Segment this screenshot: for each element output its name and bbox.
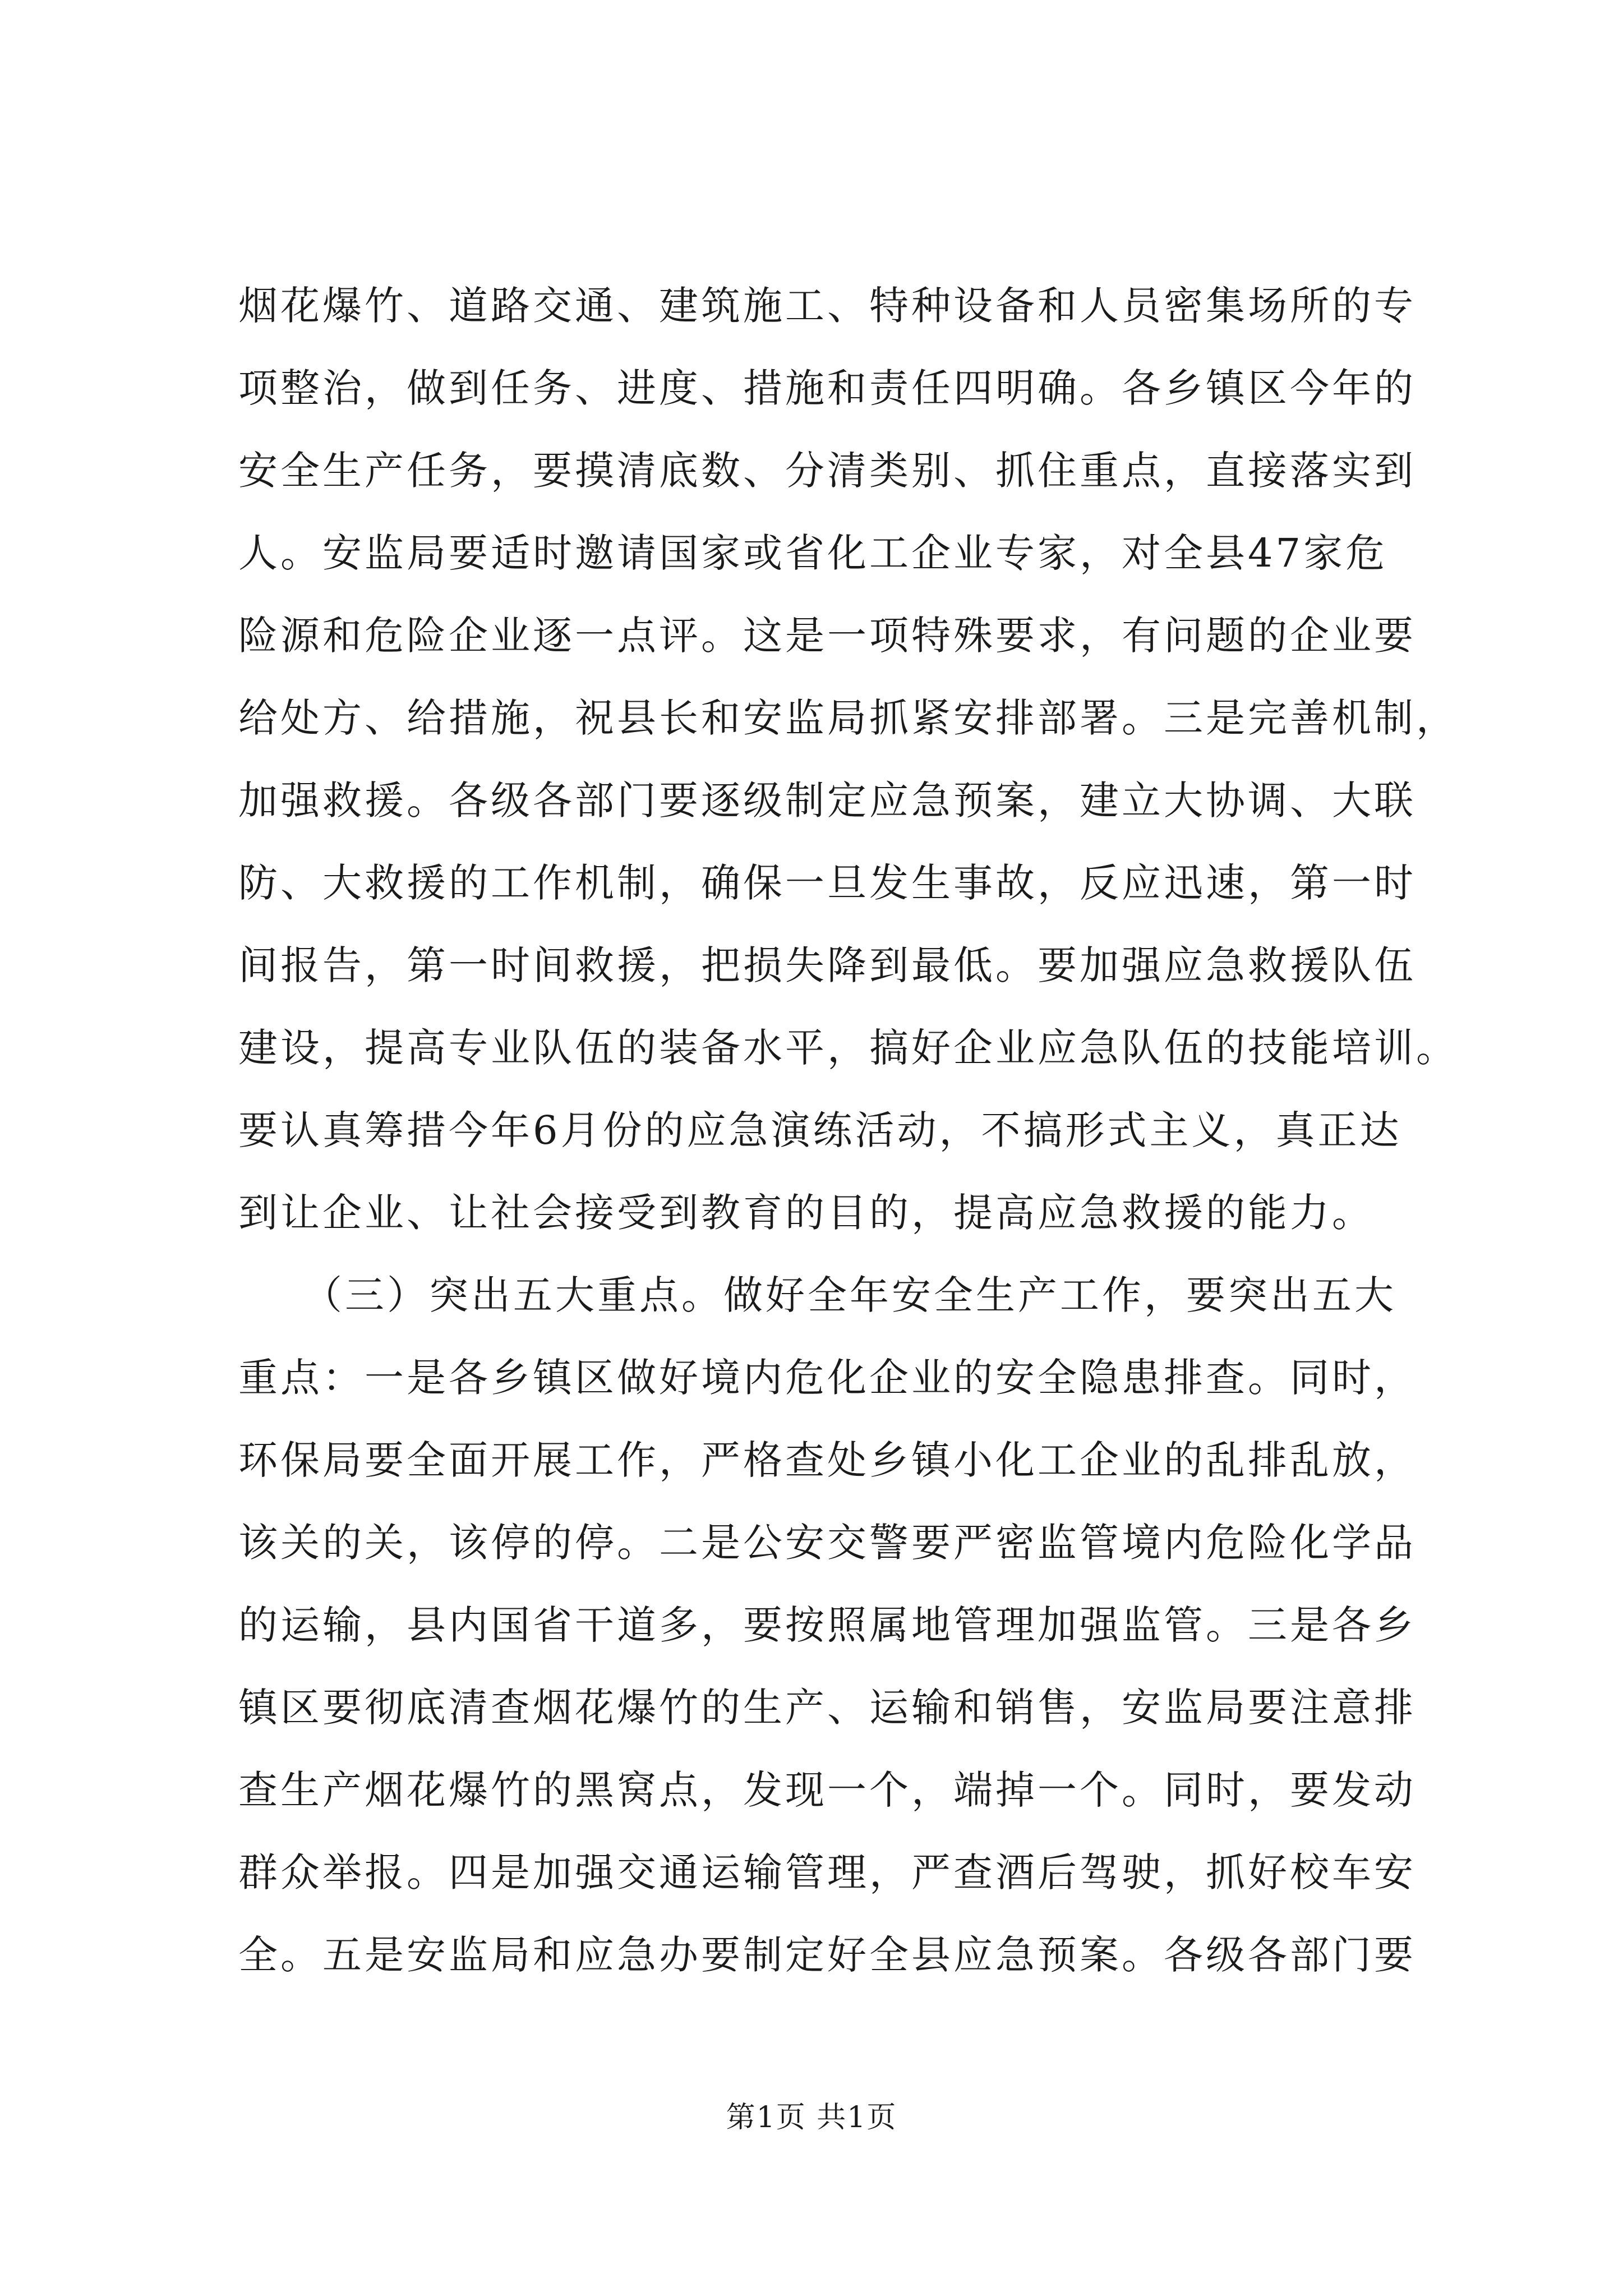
text-line: 给处方、给措施，祝县长和安监局抓紧安排部署。三是完善机制，: [238, 695, 1458, 741]
text-line: 加强救援。各级各部门要逐级制定应急预案，建立大协调、大联: [238, 777, 1416, 823]
text-line: 险源和危险企业逐一点评。这是一项特殊要求，有问题的企业要: [238, 613, 1416, 659]
text-line: 要认真筹措今年6月份的应急演练活动，不搞形式主义，真正达: [238, 1107, 1402, 1153]
text-line: 间报告，第一时间救援，把损失降到最低。要加强应急救援队伍: [238, 942, 1416, 988]
text-line: 建设，提高专业队伍的装备水平，搞好企业应急队伍的技能培训。: [238, 1025, 1458, 1071]
text-line: 项整治，做到任务、进度、措施和责任四明确。各乡镇区今年的: [238, 365, 1416, 411]
text-line: 全。五是安监局和应急办要制定好全县应急预案。各级各部门要: [238, 1932, 1416, 1978]
text-line: 该关的关，该停的停。二是公安交警要严密监管境内危险化学品: [238, 1520, 1416, 1566]
page-footer: 第1页 共1页: [726, 2101, 897, 2134]
text-line: 镇区要彻底清查烟花爆竹的生产、运输和销售，安监局要注意排: [238, 1685, 1416, 1731]
text-line: 防、大救援的工作机制，确保一旦发生事故，反应迅速，第一时: [238, 860, 1416, 906]
text-line: 重点：一是各乡镇区做好境内危化企业的安全隐患排查。同时，: [238, 1355, 1416, 1401]
text-line: 人。安监局要适时邀请国家或省化工企业专家，对全县47家危: [238, 530, 1388, 576]
text-line: （三）突出五大重点。做好全年安全生产工作，要突出五大: [238, 1272, 1396, 1318]
text-line: 的运输，县内国省干道多，要按照属地管理加强监管。三是各乡: [238, 1602, 1416, 1648]
text-line: 环保局要全面开展工作，严格查处乡镇小化工企业的乱排乱放，: [238, 1437, 1416, 1483]
text-line: 安全生产任务，要摸清底数、分清类别、抓住重点，直接落实到: [238, 448, 1416, 494]
text-line: 烟花爆竹、道路交通、建筑施工、特种设备和人员密集场所的专: [238, 283, 1416, 329]
text-line: 到让企业、让社会接受到教育的目的，提高应急救援的能力。: [238, 1190, 1374, 1236]
body-text: [238, 265, 1458, 1996]
text-line: 查生产烟花爆竹的黑窝点，发现一个，端掉一个。同时，要发动: [238, 1767, 1416, 1813]
text-line: 群众举报。四是加强交通运输管理，严查酒后驾驶，抓好校车安: [238, 1849, 1416, 1895]
